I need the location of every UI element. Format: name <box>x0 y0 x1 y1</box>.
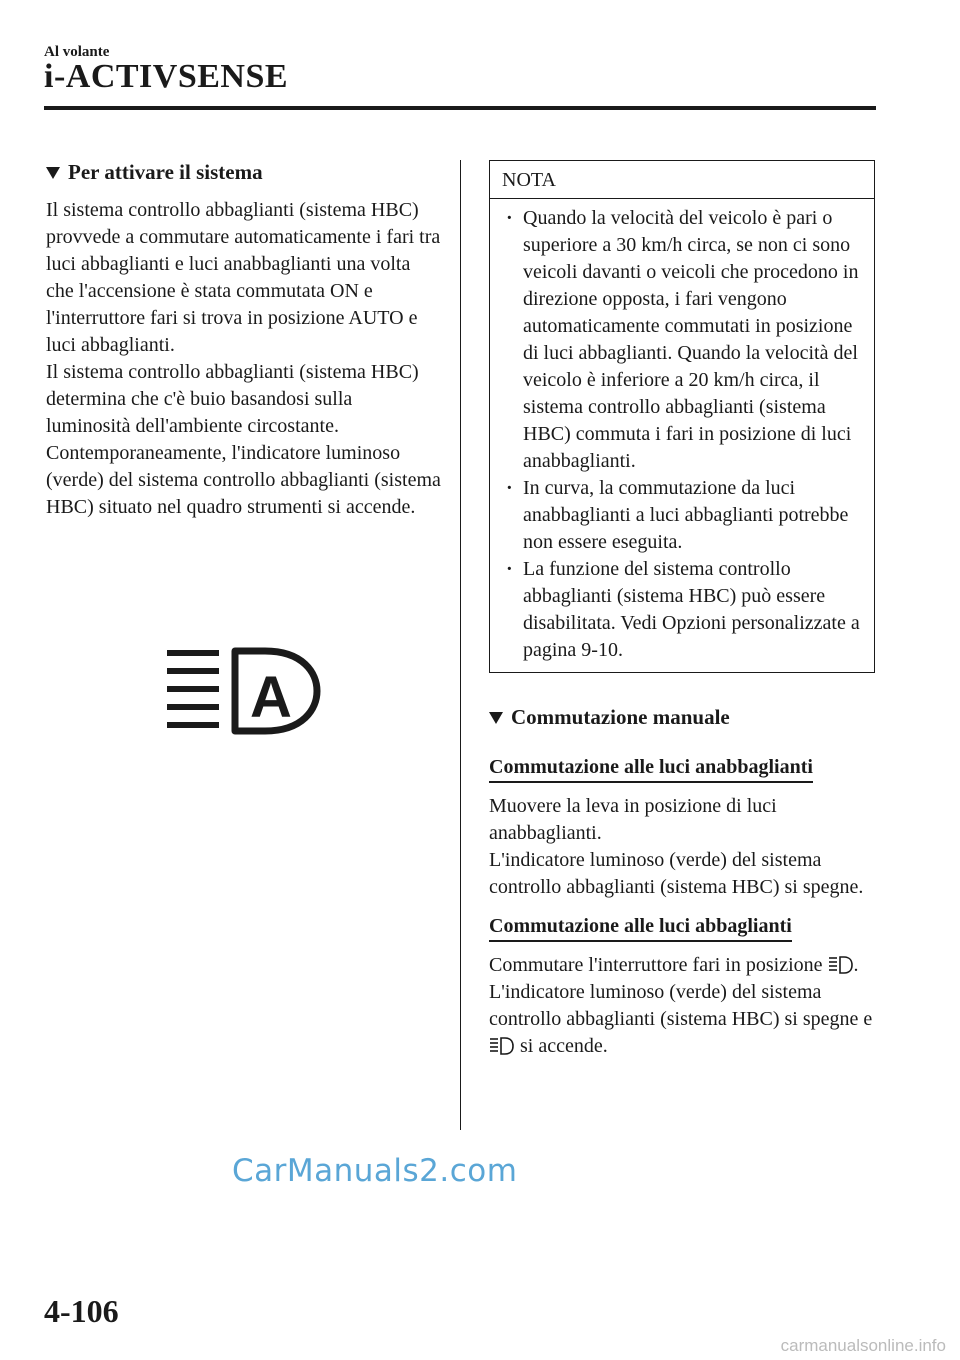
low-beam-paragraph-2: L'indicatore luminoso (verde) del sistema controllo abbaglianti (sistema HBC) si spegne. <box>489 849 864 898</box>
low-beam-paragraph-1: Muovere la leva in posizione di luci anabbaglianti. <box>489 795 777 844</box>
auto-high-beam-letter: A <box>250 665 292 730</box>
activate-paragraph-2: Il sistema controllo abbaglianti (sistema HBC) determina che c'è buio basandosi sulla luminosità dell'ambiente circostante. Contemporaneamente, l'indicatore luminoso (verde) del sistema controllo abbaglianti (sistema HBC) situato nel quadro strumenti si accende. <box>46 361 441 518</box>
chapter-title: i-ACTIVSENSE <box>44 58 289 95</box>
note-item: · In curva, la commutazione da luci anabbaglianti a luci abbaglianti potrebbe non essere eseguita. <box>506 475 862 556</box>
note-title: NOTA <box>490 161 874 199</box>
note-item: · Quando la velocità del veicolo è pari o superiore a 30 km/h circa, se non ci sono veicoli davanti o veicoli che procedono in direzione opposta, i fari vengono automaticamente commutati in posizione di luci abbaglianti. Quando la velocità del veicolo è inferiore a 20 km/h circa, il sistema controllo abbaglianti (sistema HBC) commuta i fari in posizione di luci anabbaglianti. <box>506 205 862 475</box>
triangle-bullet-icon <box>489 712 503 724</box>
high-beam-p1-text: Commutare l'interruttore fari in posizione <box>489 954 823 976</box>
high-beam-icon <box>489 1037 515 1055</box>
high-beam-paragraph-1 <box>489 952 877 979</box>
triangle-bullet-icon <box>46 167 60 179</box>
activate-heading-text: Per attivare il sistema <box>68 160 263 184</box>
section-label: Al volante <box>44 44 110 60</box>
manual-heading <box>489 705 877 730</box>
note-item: · La funzione del sistema controllo abbaglianti (sistema HBC) può essere disabilitata. Vedi Opzioni personalizzate a pagina 9-10. <box>506 556 862 664</box>
right-column <box>489 160 877 1060</box>
activate-heading <box>46 160 441 185</box>
high-beam-heading: Commutazione alle luci abbaglianti <box>489 915 792 942</box>
source-url: carmanualsonline.info <box>780 1336 946 1355</box>
manual-heading-text: Commutazione manuale <box>511 705 730 729</box>
note-list <box>490 199 874 672</box>
note-box <box>489 160 875 673</box>
header-rule <box>44 106 876 110</box>
activate-paragraph-1: Il sistema controllo abbaglianti (sistema HBC) provvede a commutare automaticamente i fari tra luci abbaglianti e luci anabbaglianti una volta che l'accensione è stata commutata ON e l'interruttore fari si trova in posizione AUTO e luci abbaglianti. <box>46 199 441 356</box>
high-beam-p2-text: L'indicatore luminoso (verde) del sistema controllo abbaglianti (sistema HBC) si spegne e <box>489 981 873 1030</box>
auto-high-beam-icon <box>165 645 325 737</box>
high-beam-p1-end: . <box>853 954 859 976</box>
high-beam-icon <box>828 956 854 974</box>
column-divider <box>460 160 461 1130</box>
watermark: CarManuals2.com <box>232 1153 518 1189</box>
left-column <box>46 160 441 521</box>
high-beam-paragraph-2 <box>489 979 877 1060</box>
low-beam-heading: Commutazione alle luci anabbaglianti <box>489 756 813 783</box>
high-beam-p2-end: si accende. <box>520 1035 608 1057</box>
page-number: 4-106 <box>44 1293 119 1329</box>
